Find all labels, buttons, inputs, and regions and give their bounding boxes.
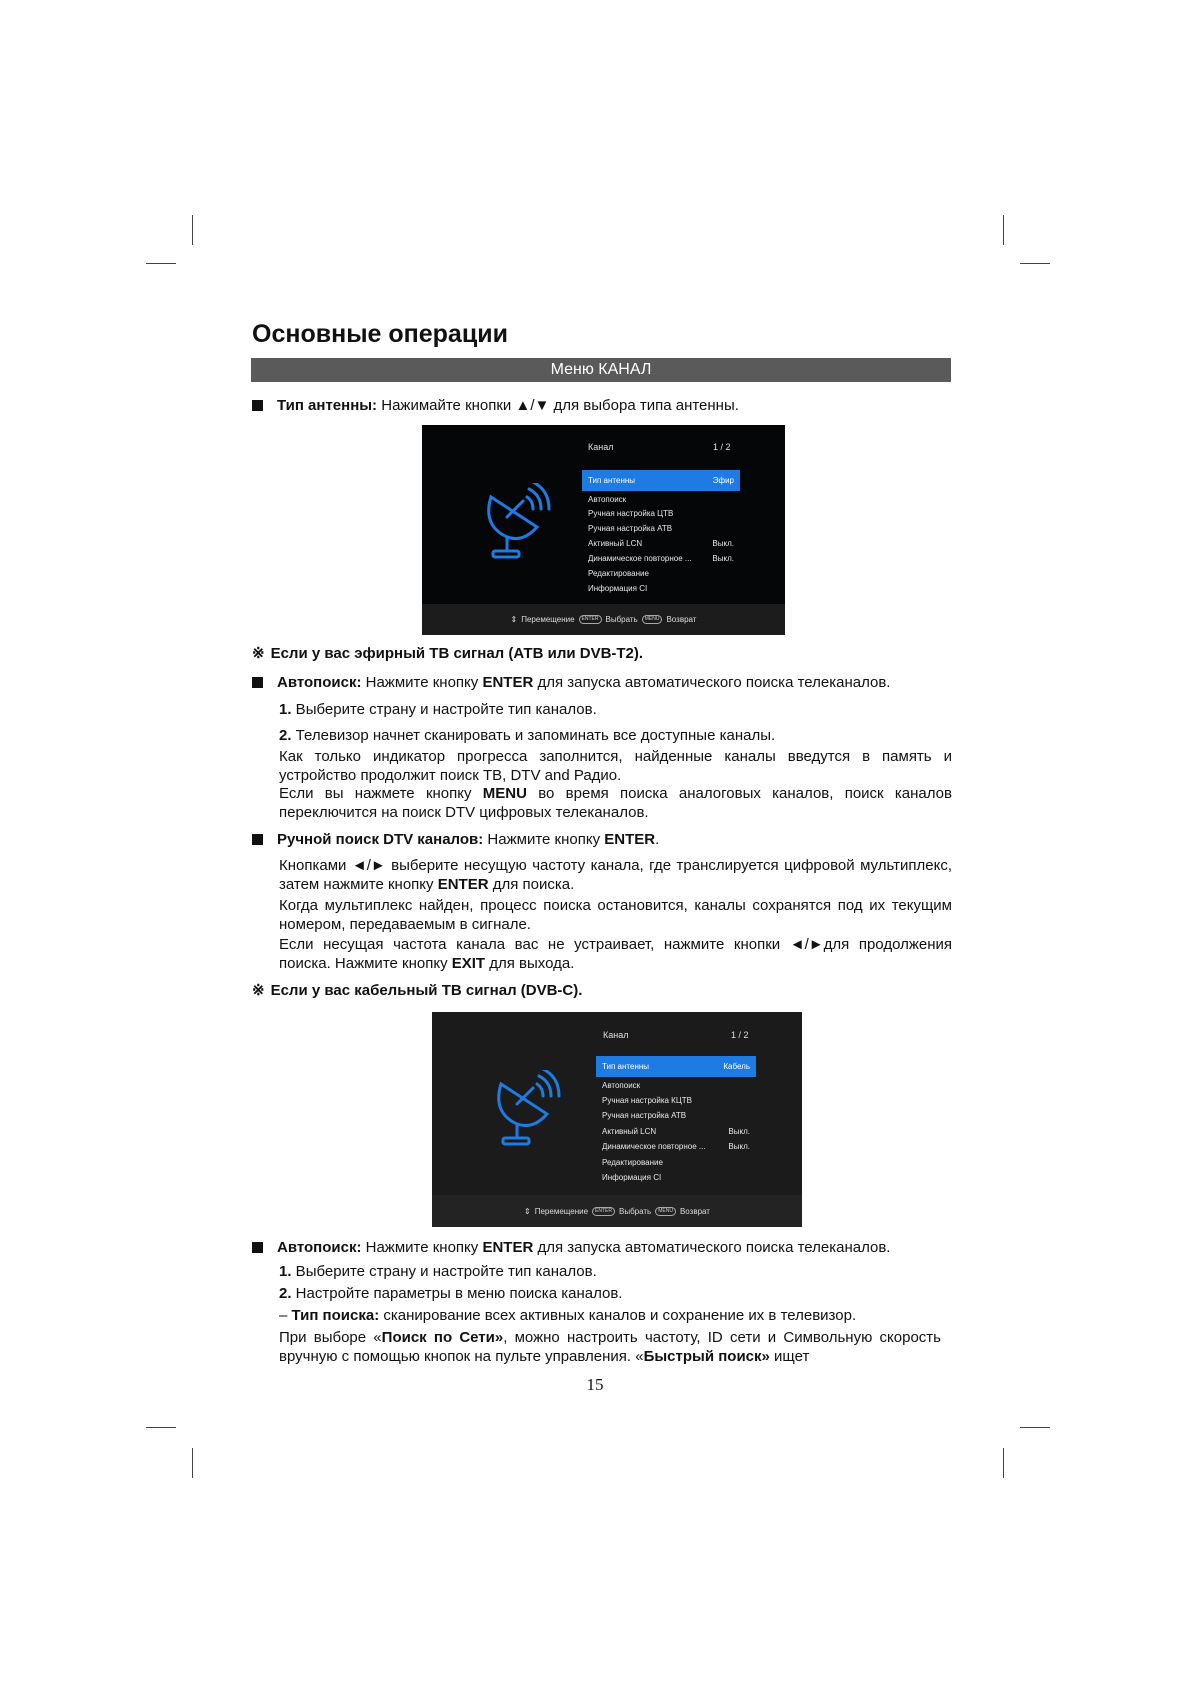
menu-item-antenna-type[interactable]: Тип антенны Кабель [596, 1056, 756, 1077]
navigate-icon: ⇕ [524, 1206, 531, 1216]
menu-header-title: Канал [603, 1030, 629, 1040]
crop-mark [1003, 1448, 1004, 1478]
autosearch-cable-step-2: 2. Настройте параметры в меню поиска каналов. [279, 1285, 623, 1302]
manual-dtv-text-3: Если несущая частота канала вас не устраивает, нажмите кнопки ◄/►для продолжения поиска. Нажмите кнопку EXIT для выхода. [279, 936, 952, 972]
menu-header-title: Канал [588, 442, 614, 452]
menu-key-icon: MENU [655, 1207, 676, 1216]
menu-key-icon: MENU [642, 615, 663, 624]
menu-item-manual-dtv[interactable]: Ручная настройка ЦТВ [588, 509, 674, 518]
manual-dtv-text-1: Кнопками ◄/► выберите несущую частоту канала, где транслируется цифровой мультиплекс, затем нажмите кнопку ENTER для поиска. [279, 857, 952, 893]
menu-footer-hints: ⇕ Перемещение ENTER Выбрать MENU Возврат [422, 604, 785, 635]
menu-item-active-lcn[interactable]: Активный LCN Выкл. [602, 1127, 750, 1136]
enter-key-icon: ENTER [592, 1207, 615, 1216]
menu-item-manual-atv[interactable]: Ручная настройка АТВ [602, 1111, 687, 1120]
crop-mark [146, 1427, 176, 1428]
autosearch-cable-step-1: 1. Выберите страну и настройте тип каналов. [279, 1263, 597, 1280]
autosearch-paragraph: Автопоиск: Нажмите кнопку ENTER для запуска автоматического поиска телеканалов. [252, 673, 952, 692]
search-type-line: – Тип поиска: сканирование всех активных каналов и сохранение их в телевизор. [279, 1307, 857, 1324]
menu-item-manual-dvbc[interactable]: Ручная настройка КЦТВ [602, 1096, 692, 1105]
satellite-dish-icon [487, 1070, 567, 1152]
menu-item-ci-info[interactable]: Информация CI [588, 584, 648, 593]
network-search-text: При выборе «Поиск по Сети», можно настроить частоту, ID сети и Символьную скорость вручную с помощью кнопок на пульте управления. «Быстрый поиск» ищет [279, 1329, 941, 1365]
menu-item-autosearch[interactable]: Автопоиск [588, 495, 627, 504]
autosearch-step-1: 1. Выберите страну и настройте тип каналов. [279, 701, 597, 718]
menu-item-manual-atv[interactable]: Ручная настройка АТВ [588, 524, 673, 533]
menu-item-autosearch[interactable]: Автопоиск [602, 1081, 641, 1090]
manual-dtv-paragraph: Ручной поиск DTV каналов: Нажмите кнопку ENTER. [252, 830, 952, 849]
menu-item-active-lcn[interactable]: Активный LCN Выкл. [588, 539, 734, 548]
crop-mark [146, 263, 176, 264]
autosearch-menu-text: Если вы нажмете кнопку MENU во время поиска аналоговых каналов, поиск каналов переключится на поиск DTV цифровых телеканалов. [279, 785, 952, 821]
crop-mark [192, 215, 193, 245]
crop-mark [1020, 1427, 1050, 1428]
manual-dtv-text-2: Когда мультиплекс найден, процесс поиска остановится, каналы сохранятся под их текущим номером, передаваемым в сигнале. [279, 897, 952, 933]
menu-footer-hints: ⇕ Перемещение ENTER Выбрать MENU Возврат [432, 1195, 802, 1227]
menu-item-dynamic-rescan[interactable]: Динамическое повторное ... Выкл. [602, 1142, 750, 1151]
crop-mark [1020, 263, 1050, 264]
menu-item-dynamic-rescan[interactable]: Динамическое повторное ... Выкл. [588, 554, 734, 563]
tv-menu-screenshot-cable [432, 1012, 802, 1227]
menu-header-page: 1 / 2 [731, 1030, 749, 1040]
menu-item-edit[interactable]: Редактирование [588, 569, 649, 578]
autosearch-step-2: 2. Телевизор начнет сканировать и запоминать все доступные каналы. [279, 727, 776, 744]
bullet-square-icon [252, 677, 263, 688]
menu-item-edit[interactable]: Редактирование [602, 1158, 663, 1167]
tv-menu-screenshot-air [422, 425, 785, 635]
note-air-signal: ※ Если у вас эфирный ТВ сигнал (АТВ или DVB-T2). [252, 645, 644, 662]
section-title: Основные операции [252, 320, 508, 348]
menu-item-ci-info[interactable]: Информация CI [602, 1173, 662, 1182]
autosearch-cable-paragraph: Автопоиск: Нажмите кнопку ENTER для запуска автоматического поиска телеканалов. [252, 1238, 952, 1257]
enter-key-icon: ENTER [579, 615, 602, 624]
navigate-icon: ⇕ [510, 615, 518, 624]
reference-mark-icon: ※ [252, 645, 265, 662]
crop-mark [192, 1448, 193, 1478]
menu-item-antenna-type[interactable]: Тип антенны Эфир [582, 470, 740, 491]
note-cable-signal: ※ Если у вас кабельный ТВ сигнал (DVB-C). [252, 982, 583, 999]
bullet-square-icon [252, 1242, 263, 1253]
reference-mark-icon: ※ [252, 982, 265, 999]
page-number: 15 [586, 1375, 604, 1394]
autosearch-progress-text: Как только индикатор прогресса заполнится, найденные каналы введутся в память и устройство продолжит поиск ТВ, DTV and Радио. [279, 748, 952, 784]
antenna-type-paragraph: Тип антенны: Нажимайте кнопки ▲/▼ для выбора типа антенны. [252, 396, 952, 415]
satellite-dish-icon [477, 483, 557, 565]
crop-mark [1003, 215, 1004, 245]
menu-heading-bar: Меню КАНАЛ [251, 358, 951, 382]
menu-header-page: 1 / 2 [713, 442, 731, 452]
bullet-square-icon [252, 834, 263, 845]
bullet-square-icon [252, 400, 263, 411]
